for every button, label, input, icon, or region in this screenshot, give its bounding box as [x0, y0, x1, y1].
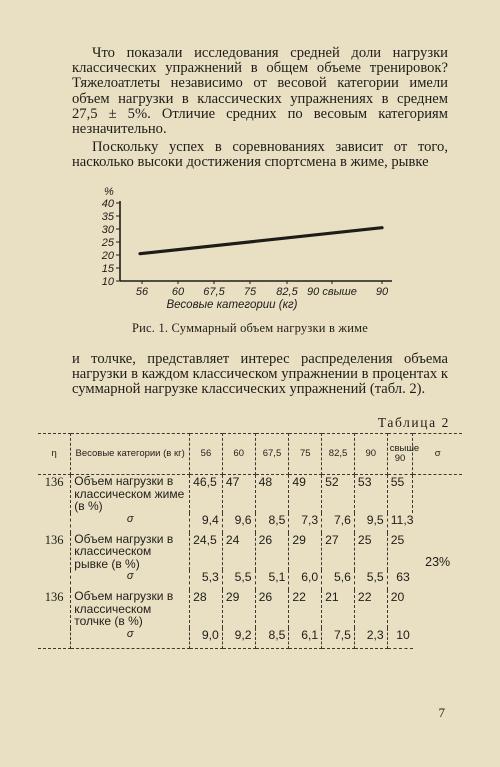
paragraph-1: Что показали исследования средней доли нагрузки классических упражнений в общем объеме тренировок? Тяжелоатлеты независимо от весовой категории имели объем нагрузки в классических упражнениях в среднем 27,5 ± 5%. Отличие средних по весовым категориям незначительно. — [72, 45, 448, 138]
sigma-cell: 9,6 — [222, 513, 255, 533]
sigma-cell: 11,3 — [390, 512, 414, 527]
paragraph-2: Поскольку успех в соревнованиях зависит от того, насколько высоки достижения спортсмена в жиме, рывке — [72, 139, 448, 171]
table-row — [38, 533, 462, 571]
cell: 27 — [322, 533, 355, 571]
cell: 26 — [255, 533, 289, 571]
sigma-cell: 7,3 — [289, 513, 322, 533]
sigma-cell: 8,5 — [255, 628, 289, 649]
y-tick-label: 20 — [101, 250, 114, 262]
x-tick-label: 67,5 — [203, 286, 225, 298]
cell: 22 — [354, 590, 387, 628]
sigma-cell: 8,5 — [255, 513, 289, 533]
table-row-sigma — [38, 513, 462, 533]
cell: 52 — [322, 475, 355, 513]
header-67-5: 67,5 — [255, 434, 289, 475]
x-tick-label: 82,5 — [276, 286, 298, 298]
sigma-cell: 7,6 — [322, 513, 355, 533]
sigma-cell: 6,1 — [289, 628, 322, 649]
cell: 22 — [289, 590, 322, 628]
sigma-label: σ — [71, 513, 190, 533]
empty-cell — [38, 570, 71, 590]
empty-cell — [38, 513, 71, 533]
y-tick-label: 25 — [101, 237, 114, 249]
row-n: 136 — [38, 475, 71, 513]
sigma-cell: 9,4 — [190, 513, 223, 533]
table-header-row — [38, 434, 462, 475]
header-56: 56 — [190, 434, 223, 475]
cell: 47 — [222, 475, 255, 513]
cell: 21 — [322, 590, 355, 628]
row-name: Объем нагрузки в классическом рывке (в %) — [71, 533, 190, 571]
header-over-90: свыше 90 — [387, 434, 413, 475]
cell: 25 — [354, 533, 387, 571]
sigma-cell: 9,5 — [354, 513, 387, 533]
cell: 25 — [390, 532, 405, 547]
cell: 55 — [387, 475, 413, 513]
series-line — [140, 228, 382, 254]
y-tick-label: 35 — [101, 211, 114, 223]
table-row-sigma — [38, 628, 462, 649]
sigma-cell: 9,0 — [190, 628, 223, 649]
sigma-cell: 5,1 — [255, 570, 289, 590]
table-row — [38, 475, 462, 513]
cell: 29 — [222, 590, 255, 628]
cell: 29 — [289, 533, 322, 571]
sigma-cell: 10 — [387, 628, 413, 649]
y-tick-label: 10 — [101, 276, 114, 288]
sigma-cell: 6,0 — [289, 570, 322, 590]
chart-svg — [92, 184, 412, 314]
cell: 24,5 — [190, 533, 223, 571]
row-name: Объем нагрузки в классическом жиме (в %) — [71, 475, 190, 513]
cell: 49 — [289, 475, 322, 513]
row-n: 136 — [38, 533, 71, 571]
empty-cell — [38, 628, 71, 649]
table-label: Таблица 2 — [377, 415, 450, 430]
table-row-sigma — [38, 570, 462, 590]
sigma-cell: 2,3 — [354, 628, 387, 649]
y-tick-label: 15 — [101, 263, 114, 275]
header-75: 75 — [289, 434, 322, 475]
cell: 48 — [255, 475, 289, 513]
x-tick-label: 75 — [243, 286, 257, 298]
x-axis-label: Весовые категории (кг) — [166, 299, 298, 311]
header-60: 60 — [222, 434, 255, 475]
x-tick-label: 60 — [171, 286, 185, 298]
x-tick-label: 90 свыше — [307, 286, 357, 298]
cell: 26 — [255, 590, 289, 628]
y-tick-label: 30 — [101, 224, 114, 236]
header-sigma: σ — [413, 434, 462, 475]
x-tick-label: 90 — [375, 286, 389, 298]
header-weight-categories: Весовые категории (в кг) — [71, 434, 190, 475]
cell: 46,5 — [190, 475, 223, 513]
sigma-cell: 7,5 — [322, 628, 355, 649]
figure-caption: Рис. 1. Суммарный объем нагрузки в жиме — [132, 321, 368, 335]
chart-figure — [92, 184, 412, 314]
header-82-5: 82,5 — [322, 434, 355, 475]
sigma-cell: 5,5 — [354, 570, 387, 590]
total-sigma: 23% — [425, 554, 451, 569]
row-n: 136 — [38, 590, 71, 628]
sigma-cell: 5,3 — [190, 570, 223, 590]
sigma-cell: 5,6 — [322, 570, 355, 590]
cell: 20 — [390, 590, 405, 604]
sigma-label: σ — [71, 628, 190, 649]
data-table — [38, 433, 462, 649]
paragraph-3: и толчке, представляет интерес распределения объема нагрузки в каждом классическом упражнении в процентах к суммарной нагрузке классических упражнений (табл. 2). — [72, 351, 448, 398]
y-tick-label: 40 — [101, 198, 114, 210]
table-row — [38, 590, 462, 628]
x-tick-label: 56 — [135, 286, 149, 298]
cell: 24 — [222, 533, 255, 571]
page-number: 7 — [438, 705, 445, 720]
header-n: η — [38, 434, 71, 475]
row-name: Объем нагрузки в классическом толчке (в %) — [71, 590, 190, 628]
sigma-cell: 63 — [396, 570, 410, 584]
sigma-cell: 9,2 — [222, 628, 255, 649]
cell: 53 — [354, 475, 387, 513]
header-90: 90 — [354, 434, 387, 475]
cell: 28 — [190, 590, 223, 628]
y-unit-label: % — [104, 186, 114, 198]
sigma-cell: 5,5 — [222, 570, 255, 590]
sigma-label: σ — [71, 570, 190, 590]
